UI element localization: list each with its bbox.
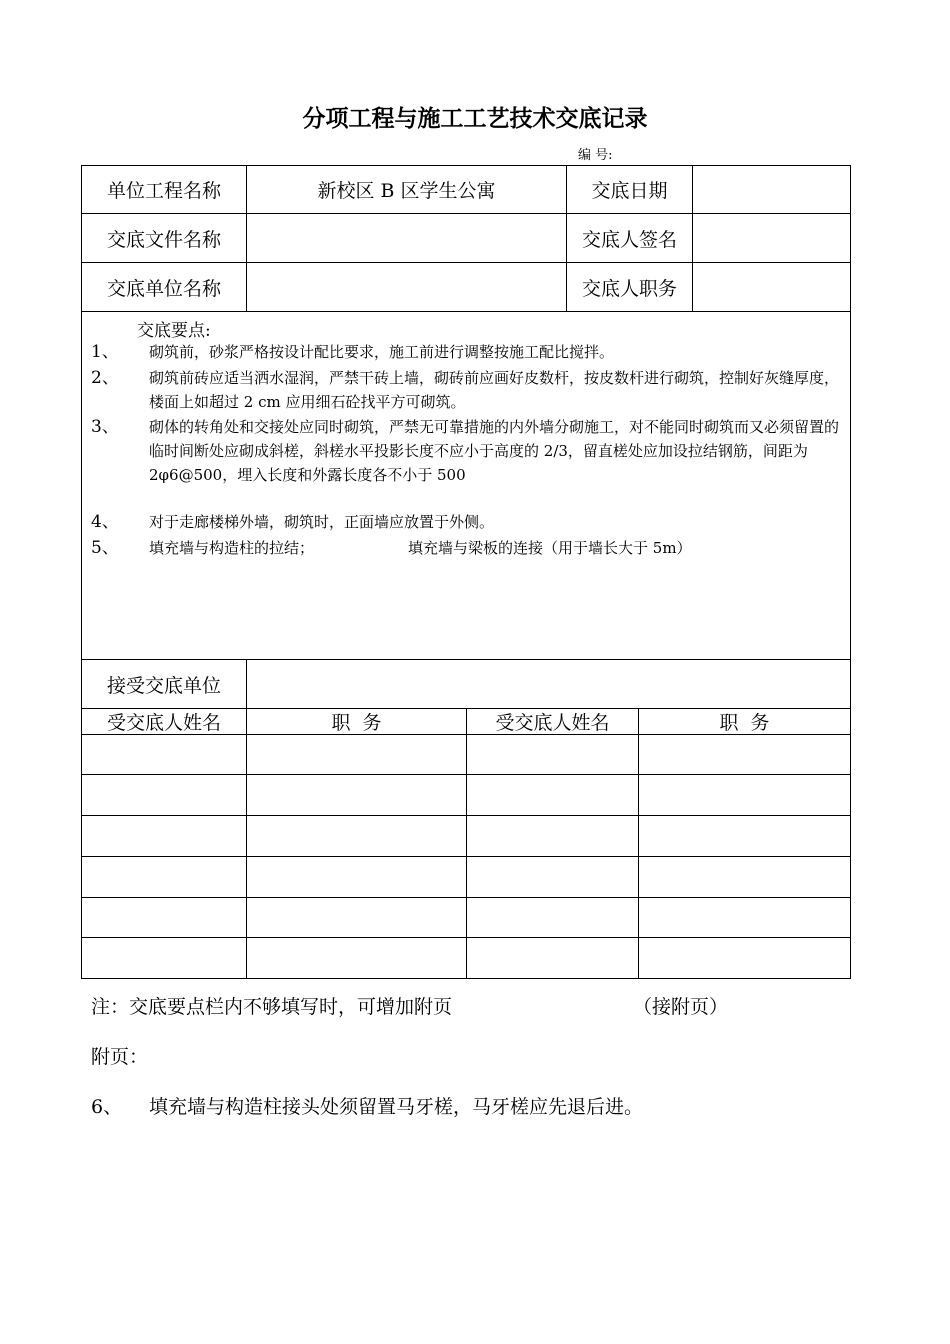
file-name-field[interactable] (247, 214, 566, 262)
point-text: 对于走廊楼梯外墙，砌筑时，正面墙应放置于外侧。 (149, 513, 495, 531)
recipient-name-cell[interactable] (467, 775, 638, 815)
recipient-position-header: 职 务 (719, 712, 770, 734)
recipient-name-cell[interactable] (467, 857, 638, 897)
point-item (91, 510, 841, 534)
receiving-unit-field[interactable] (247, 660, 850, 708)
recipient-name-cell[interactable] (82, 938, 246, 978)
recipient-name-cell[interactable] (82, 816, 246, 856)
point-text: 砌筑前，砂浆严格按设计配比要求，施工前进行调整按施工配比搅拌。 (149, 343, 615, 361)
file-name-label: 交底文件名称 (106, 228, 221, 251)
point-item (91, 415, 841, 511)
point-text-secondary: 填充墙与梁板的连接（用于墙长大于 5m） (408, 539, 692, 557)
recipient-position-cell[interactable] (639, 735, 850, 774)
recipient-position-cell[interactable] (247, 938, 466, 978)
project-name-value: 新校区 B 区学生公寓 (317, 180, 496, 202)
point-number: 2、 (91, 368, 119, 388)
point-item (91, 366, 841, 414)
point-item (91, 340, 841, 364)
point-number: 1、 (91, 342, 119, 362)
disclosure-date-field[interactable] (693, 166, 850, 213)
recipient-position-cell[interactable] (247, 735, 466, 774)
position-field[interactable] (693, 263, 850, 311)
recipient-name-cell[interactable] (82, 775, 246, 815)
recipient-position-cell[interactable] (639, 938, 850, 978)
recipient-name-cell[interactable] (467, 735, 638, 774)
signer-label: 交底人签名 (581, 228, 677, 251)
recipient-name-cell[interactable] (467, 938, 638, 978)
point-number: 4、 (91, 512, 119, 532)
recipient-name-cell[interactable] (82, 898, 246, 937)
recipient-position-cell[interactable] (639, 816, 850, 856)
recipient-name-cell[interactable] (82, 857, 246, 897)
appendix-item-text: 填充墙与构造柱接头处须留置马牙槎，马牙槎应先退后进。 (149, 1096, 644, 1118)
receiving-unit-label: 接受交底单位 (106, 674, 221, 697)
recipient-position-cell[interactable] (247, 775, 466, 815)
project-name-label: 单位工程名称 (106, 180, 221, 202)
point-text: 砌体的转角处和交接处应同时砌筑，严禁无可靠措施的内外墙分砌施工，对不能同时砌筑而又必须留置的临时间断处应砌成斜槎，斜槎水平投影长度不应小于高度的 2/3，留直槎处应加设拉结钢筋，间距为 2φ6@500，埋入长度和外露长度各不小于 500 (149, 418, 840, 484)
recipient-position-cell[interactable] (247, 857, 466, 897)
recipient-name-cell[interactable] (467, 816, 638, 856)
recipient-name-header: 受交底人姓名 (106, 712, 221, 734)
recipient-position-cell[interactable] (247, 898, 466, 937)
unit-name-label: 交底单位名称 (106, 277, 221, 300)
recipient-position-cell[interactable] (639, 898, 850, 937)
serial-number-label: 编 号: (578, 148, 613, 163)
point-number: 3、 (91, 417, 119, 437)
point-text: 砌筑前砖应适当洒水湿润，严禁干砖上墙，砌砖前应画好皮数杆，按皮数杆进行砌筑，控制好灰缝厚度，楼面上如超过 2 cm 应用细石砼找平方可砌筑。 (149, 369, 840, 411)
recipient-position-cell[interactable] (247, 816, 466, 856)
footnote: 注：交底要点栏内不够填写时，可增加附页 (91, 996, 453, 1018)
recipient-name-header: 受交底人姓名 (495, 712, 610, 734)
point-item (91, 536, 841, 560)
signer-field[interactable] (693, 214, 850, 262)
point-text: 填充墙与构造柱的拉结； (149, 539, 315, 557)
attachment-note: （接附页） (633, 996, 729, 1018)
appendix-item-number: 6、 (91, 1096, 123, 1118)
position-label: 交底人职务 (581, 277, 677, 300)
recipient-position-header: 职 务 (331, 712, 382, 734)
point-number: 5、 (91, 538, 119, 558)
unit-name-field[interactable] (247, 263, 566, 311)
recipient-position-cell[interactable] (639, 857, 850, 897)
points-heading: 交底要点: (137, 321, 211, 341)
recipient-name-cell[interactable] (82, 735, 246, 774)
appendix-label: 附页： (91, 1046, 149, 1068)
recipient-name-cell[interactable] (467, 898, 638, 937)
recipient-position-cell[interactable] (639, 775, 850, 815)
disclosure-date-label: 交底日期 (591, 180, 668, 202)
document-title: 分项工程与施工工艺技术交底记录 (302, 106, 648, 132)
